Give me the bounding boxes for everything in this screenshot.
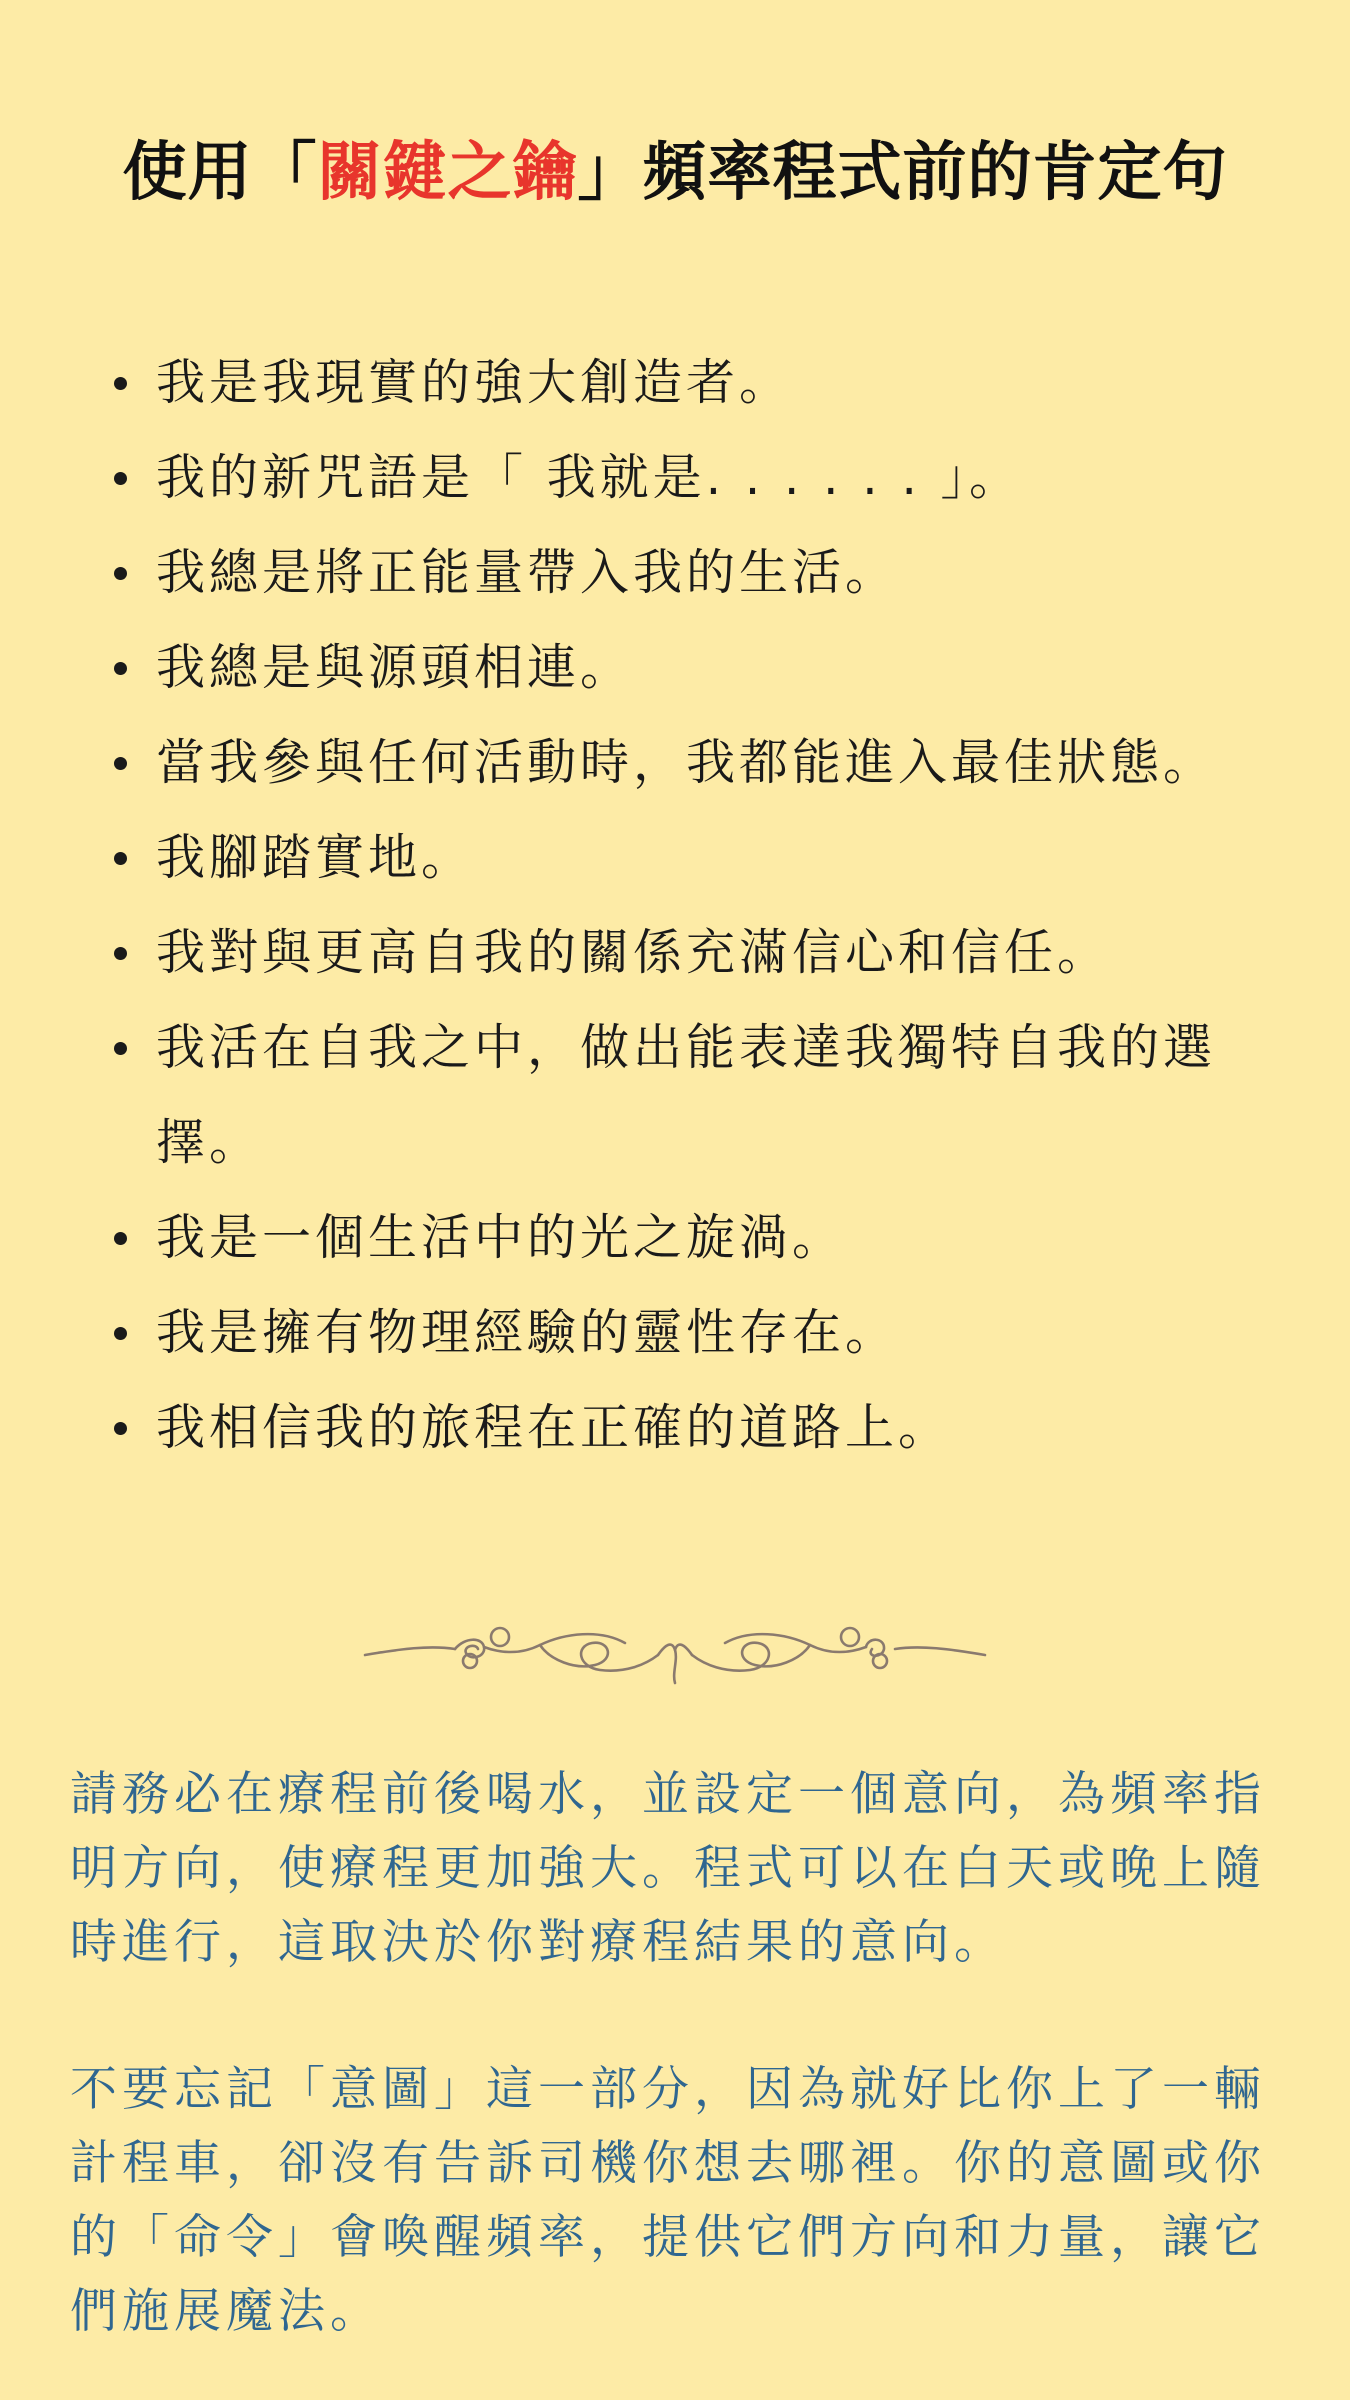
title-prefix: 使用「 xyxy=(122,136,318,210)
affirmation-item: 我是一個生活中的光之旋渦。 xyxy=(110,1190,1280,1285)
title-suffix: 」頻率程式前的肯定句 xyxy=(577,136,1228,210)
affirmation-item: 我的新咒語是「 我就是. . . . . . 」。 xyxy=(110,430,1280,525)
affirmation-item: 我是我現實的強大創造者。 xyxy=(110,335,1280,430)
flourish-divider-icon xyxy=(360,1615,990,1695)
page-title xyxy=(0,128,1350,218)
title-highlight: 關鍵之鑰 xyxy=(317,136,578,210)
affirmation-item: 當我參與任何活動時，我都能進入最佳狀態。 xyxy=(110,715,1280,810)
affirmation-item: 我總是將正能量帶入我的生活。 xyxy=(110,525,1280,620)
affirmation-item: 我相信我的旅程在正確的道路上。 xyxy=(110,1380,1280,1475)
note-paragraph: 不要忘記「意圖」這一部分，因為就好比你上了一輛計程車，卻沒有告訴司機你想去哪裡。你的意圖或你的「命令」會喚醒頻率，提供它們方向和力量，讓它們施展魔法。 xyxy=(70,2062,1266,2339)
affirmation-item: 我活在自我之中，做出能表達我獨特自我的選擇。 xyxy=(110,1000,1280,1190)
affirmation-item: 我對與更高自我的關係充滿信心和信任。 xyxy=(110,905,1280,1000)
affirmation-item: 我腳踏實地。 xyxy=(110,810,1280,905)
note-paragraph: 請務必在療程前後喝水，並設定一個意向，為頻率指明方向，使療程更加強大。程式可以在白天或晚上隨時進行，這取決於你對療程結果的意向。 xyxy=(70,1767,1266,1970)
affirmation-item: 我是擁有物理經驗的靈性存在。 xyxy=(110,1285,1280,1380)
affirmation-item: 我總是與源頭相連。 xyxy=(110,620,1280,715)
affirmation-list xyxy=(110,335,1280,1475)
